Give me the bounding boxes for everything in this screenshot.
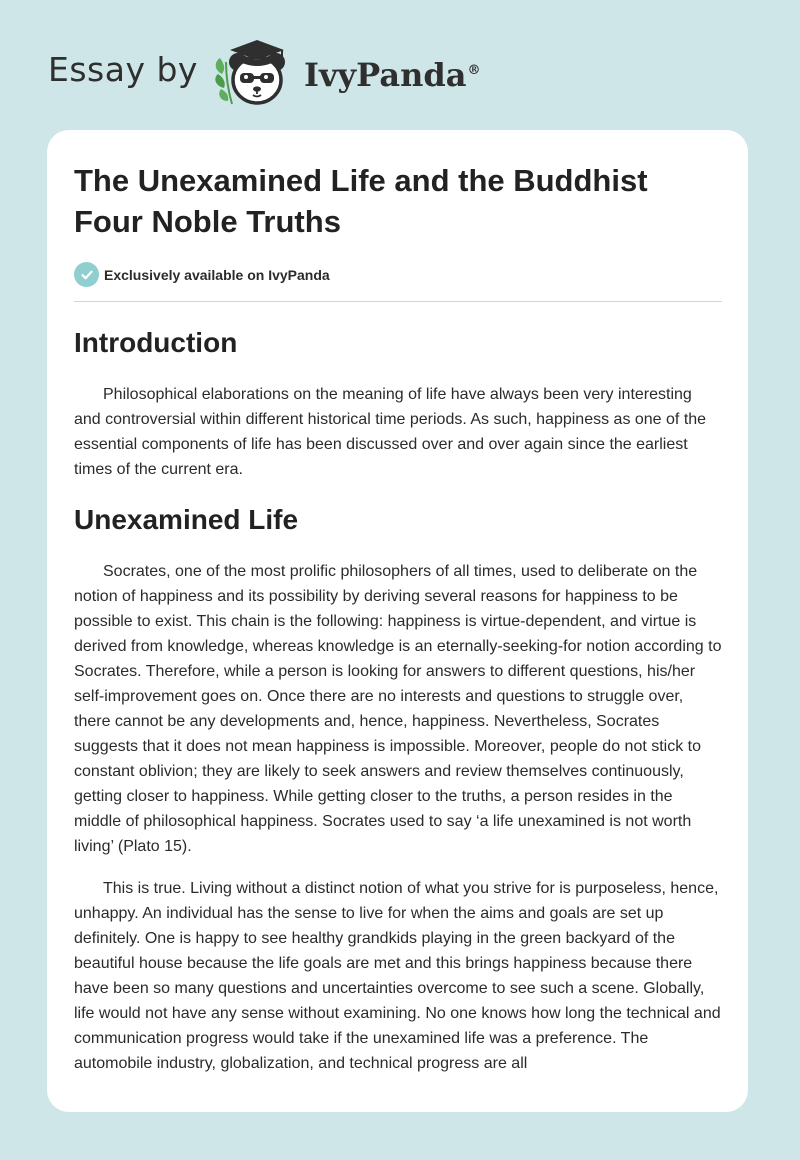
section-heading-introduction: Introduction [74,327,238,358]
paragraph: This is true. Living without a distinct notion of what you strive for is purposeless, hence, unhappy. An individual has the sense to live for when the aims and goals are set up definitely. One is happy to see healthy grandkids playing in the green backyard of the beautiful house because the life goals are met and this brings happiness because there have been so many questions and uncertainties overcome to see such a scene. Globally, life would not have any sense without examining. No one knows how long the technical and communication progress would take if the unexamined life was a preference. The automobile industry, globalization, and technical progress are all [74,880,721,1072]
exclusive-label: Exclusively available on IvyPanda [104,266,330,283]
divider [74,301,722,302]
essay-content [74,160,722,1076]
paragraph: Socrates, one of the most prolific philosophers of all times, used to deliberate on the notion of happiness and its possibility by deriving several reasons for happiness to be possible to exist. This chain is the following: happiness is virtue-dependent, and virtue is derived from knowledge, whereas knowledge is an eternally-seeking-for notion according to Socrates. Therefore, while a person is looking for answers to different questions, his/her self-improvement goes on. Once there are no interests and questions to struggle over, there cannot be any developments and, hence, happiness. Nevertheless, Socrates suggests that it does not mean happiness is impossible. Moreover, people do not stick to constant oblivion; they are likely to seek answers and review themselves continuously, getting closer to happiness. While getting closer to the truths, a person resides in the middle of philosophical happiness. Socrates used to say ‘a life unexamined is not worth living’ (Plato 15). [74,563,722,855]
essay-by-label: Essay by [48,49,198,89]
exclusive-badge [74,262,722,287]
brand-name[interactable]: IvyPanda® [303,56,481,94]
registered-mark: ® [467,63,481,79]
essay-title: The Unexamined Life and the Buddhist Four Noble Truths [74,163,648,239]
essay-card [47,130,748,1112]
section-heading-unexamined-life: Unexamined Life [74,504,299,535]
brand-header [48,28,480,118]
panda-graduate-logo-icon[interactable] [212,28,302,118]
check-badge-icon [74,262,99,287]
paragraph: Philosophical elaborations on the meaning of life have always been very interesting and controversial within different historical time periods. As such, happiness as one of the essential components of life has been discussed over and over again since the earliest times of the current era. [74,386,707,478]
